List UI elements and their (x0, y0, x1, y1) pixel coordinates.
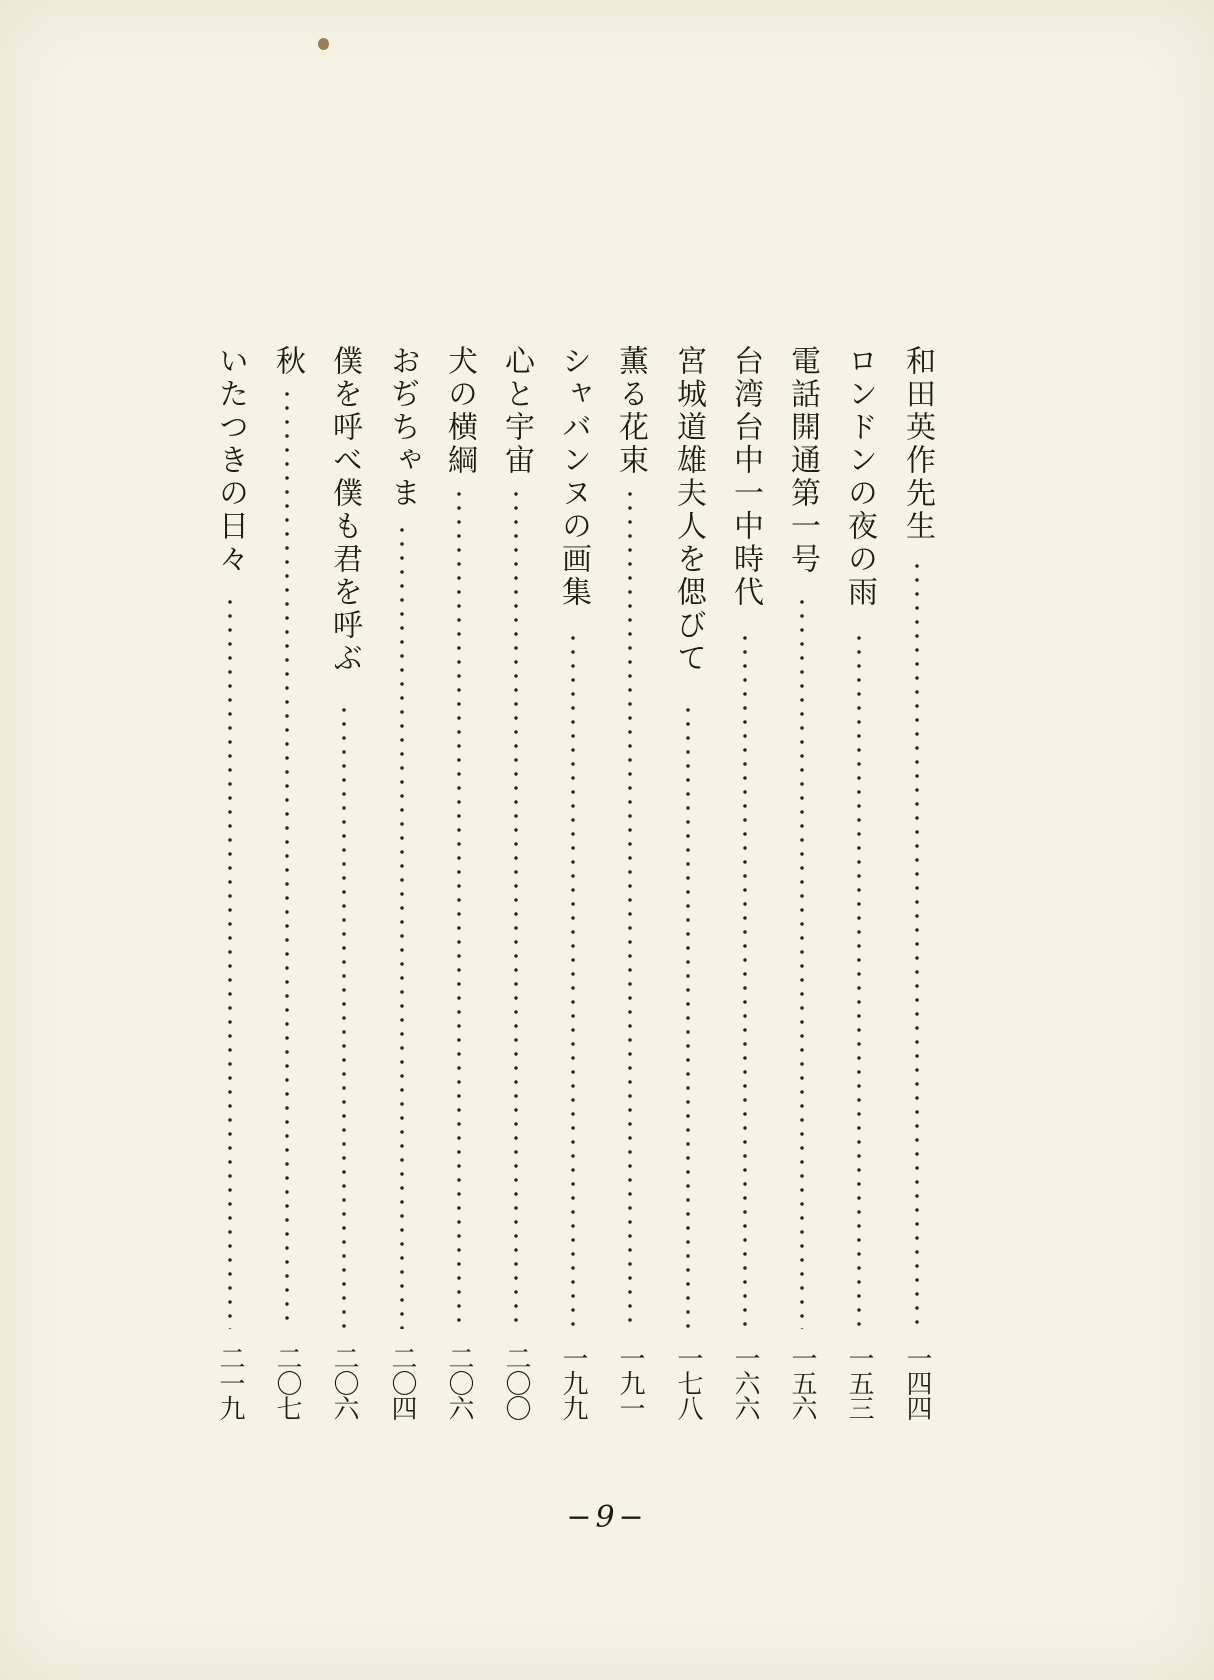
dot-leader (686, 703, 690, 1329)
entry-title: 和田英作先生 (900, 345, 935, 543)
toc-entry (208, 345, 252, 1455)
table-of-contents (0, 345, 1214, 1465)
dot-leader (743, 631, 747, 1329)
entry-page-number: 一四四 (902, 1345, 932, 1420)
entry-page-number: 一六六 (730, 1345, 760, 1420)
dot-leader (628, 487, 632, 1329)
toc-entry (437, 345, 481, 1455)
dot-leader (400, 523, 404, 1329)
entry-page-number: 二〇四 (387, 1345, 417, 1420)
toc-entry (608, 345, 652, 1455)
entry-title: 僕を呼べ僕も君を呼ぶ (327, 345, 362, 675)
dot-leader (800, 595, 804, 1329)
entry-title: 電話開通第一号 (785, 345, 820, 576)
entry-title: ロンドンの夜の雨 (842, 345, 877, 609)
toc-entry (723, 345, 767, 1455)
foxing-stain (318, 38, 329, 50)
entry-title: 台湾台中一中時代 (728, 345, 763, 609)
dot-leader (228, 595, 232, 1329)
toc-entry (494, 345, 538, 1455)
dot-leader (571, 631, 575, 1329)
toc-entry (780, 345, 824, 1455)
entry-page-number: 一九九 (558, 1345, 588, 1420)
toc-entry (837, 345, 881, 1455)
entry-page-number: 二〇七 (272, 1345, 302, 1420)
entry-page-number: 二一九 (215, 1345, 245, 1420)
entry-page-number: 一五三 (844, 1345, 874, 1420)
dot-leader (857, 631, 861, 1329)
entry-title: いたつきの日々 (213, 345, 248, 576)
dot-leader (457, 487, 461, 1329)
toc-entry (380, 345, 424, 1455)
entry-page-number: 一五六 (787, 1345, 817, 1420)
entry-title: シャバンヌの画集 (556, 345, 591, 609)
dot-leader (342, 703, 346, 1329)
dot-leader (514, 487, 518, 1329)
toc-entry (895, 345, 939, 1455)
dot-leader (915, 559, 919, 1329)
toc-entry (265, 345, 309, 1455)
entry-title: 薫る花束 (613, 345, 648, 477)
entry-title: おぢちゃま (385, 345, 420, 510)
entry-page-number: 一九一 (615, 1345, 645, 1420)
toc-entry (322, 345, 366, 1455)
entry-title: 心と宇宙 (499, 345, 534, 477)
entry-page-number: 二〇六 (329, 1345, 359, 1420)
entry-title: 犬の横綱 (442, 345, 477, 477)
entry-title: 宮城道雄夫人を偲びて (671, 345, 706, 675)
dot-leader (285, 387, 289, 1329)
entry-title: 秋 (270, 345, 305, 378)
page-number: −9− (566, 1500, 648, 1535)
entry-page-number: 二〇〇 (501, 1345, 531, 1420)
entry-page-number: 一七八 (673, 1345, 703, 1420)
entry-page-number: 二〇六 (444, 1345, 474, 1420)
toc-entry (551, 345, 595, 1455)
toc-entry (666, 345, 710, 1455)
